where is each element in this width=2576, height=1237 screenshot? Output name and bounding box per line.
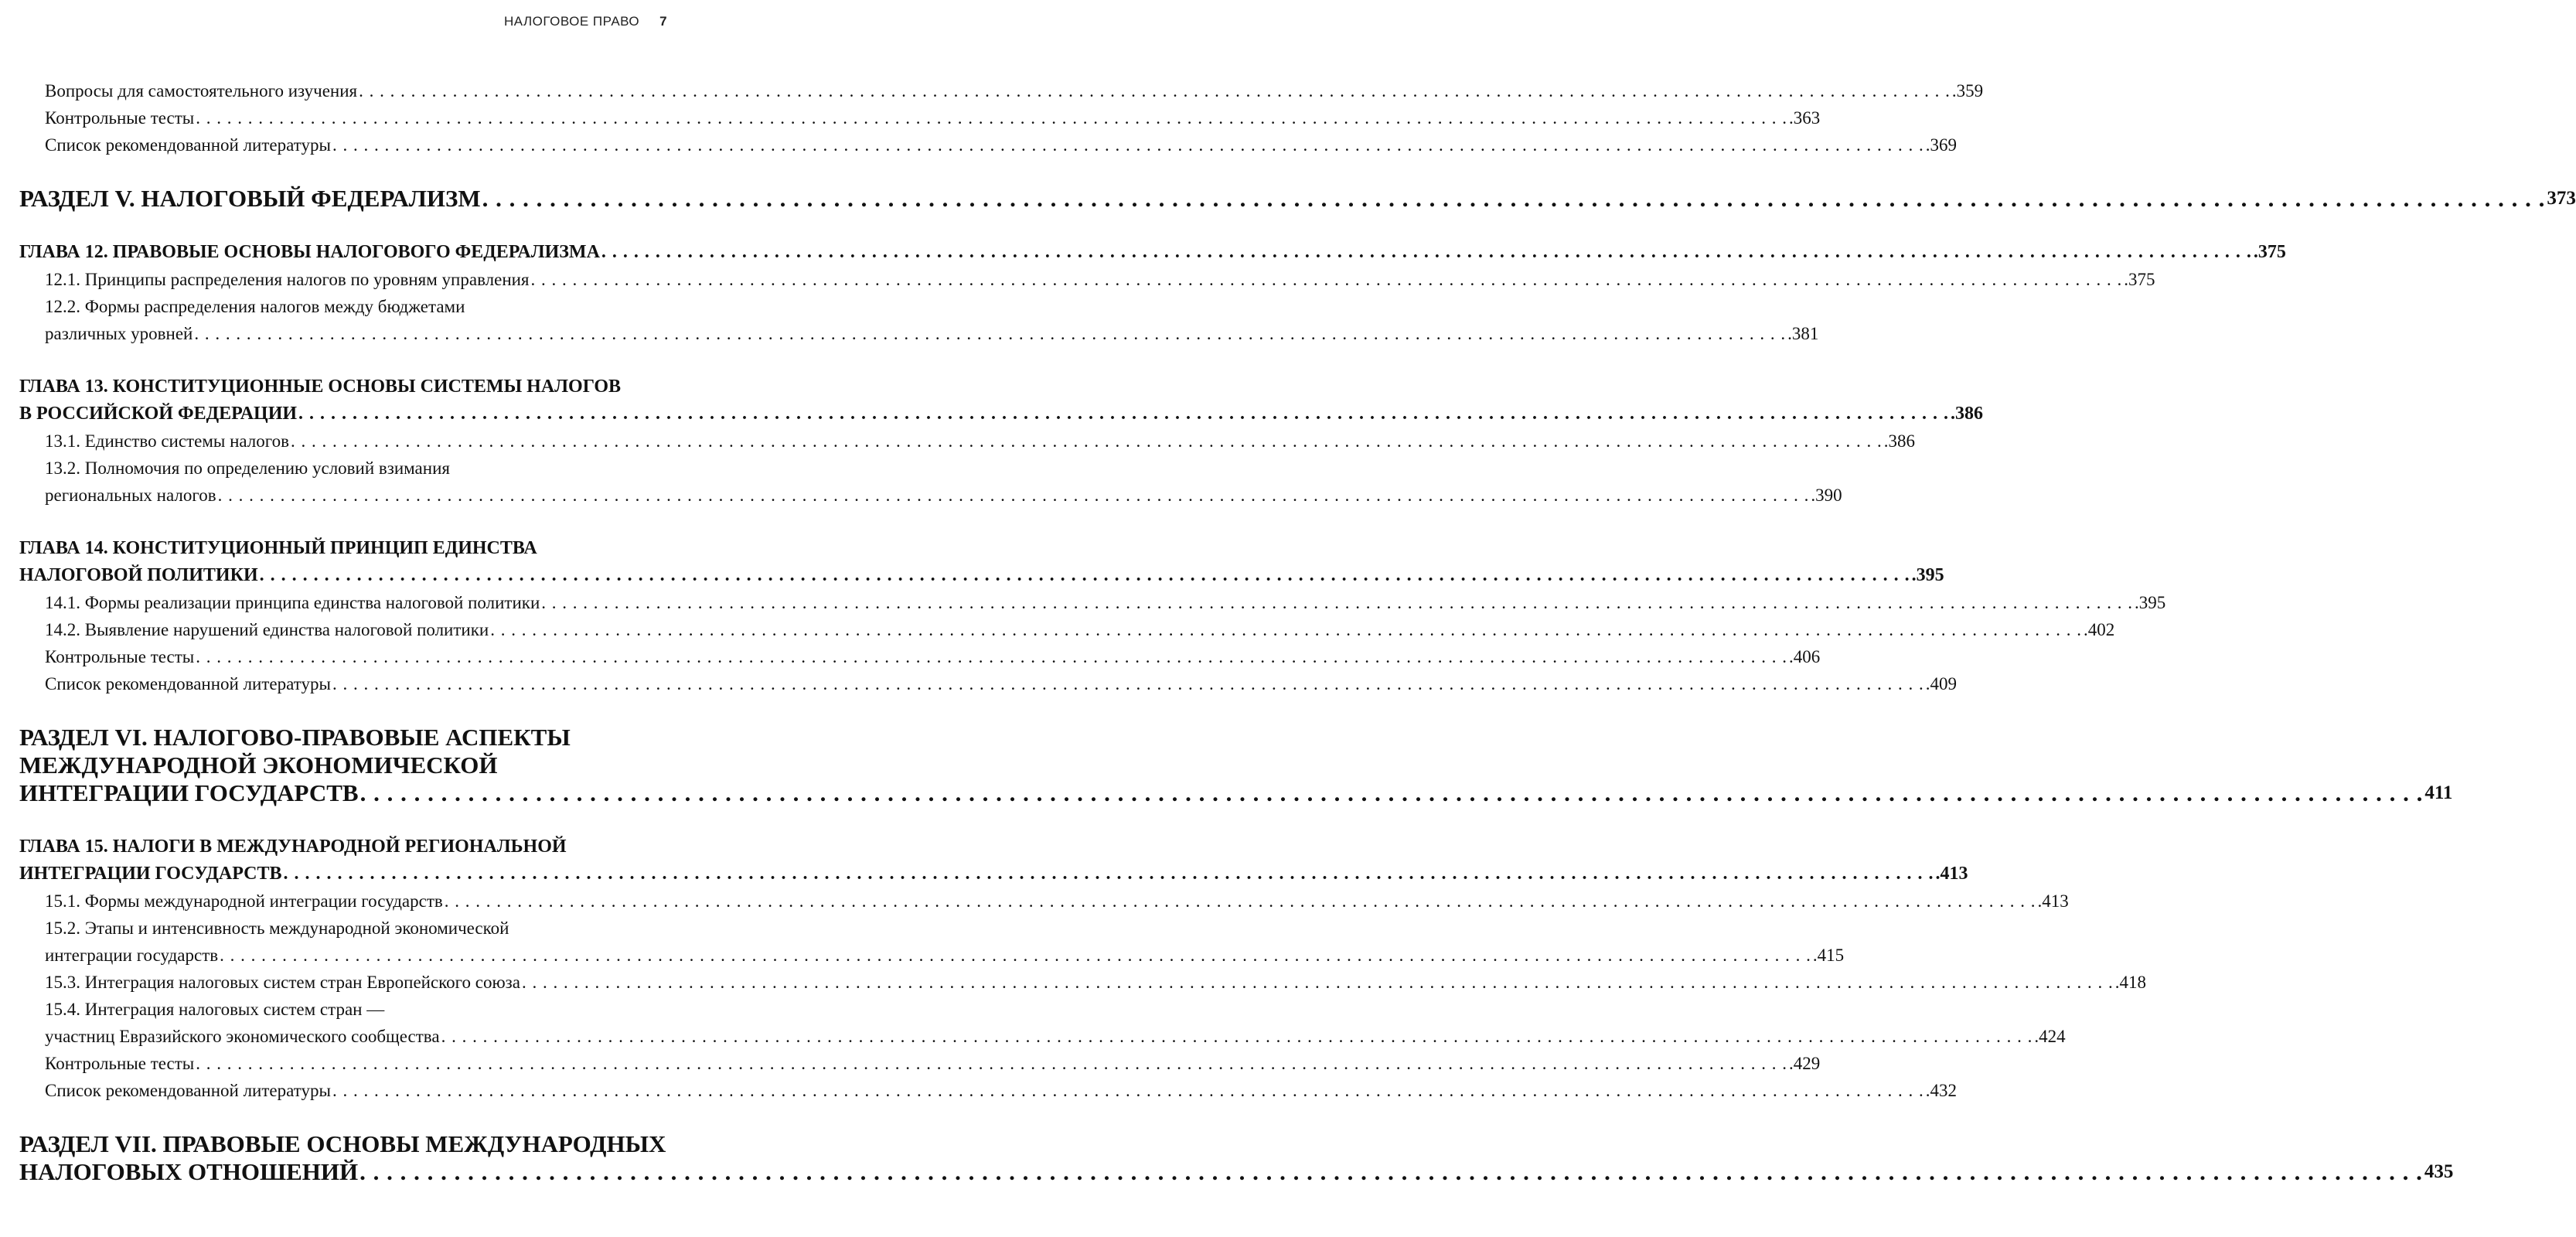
leader-dots (196, 1050, 1787, 1077)
toc-item-page: .369 (1925, 135, 1957, 155)
page-number: 7 (659, 14, 668, 29)
toc-chapter-page: .413 (1935, 864, 1968, 884)
leader-dots (359, 1158, 2423, 1186)
toc-item[interactable] (19, 131, 1957, 158)
toc-item-label: Контрольные тесты (45, 1054, 195, 1073)
toc-item-label-line: 13.2. Полномочия по определению условий взимания (45, 458, 450, 478)
toc-item-label: 14.2. Выявление нарушений единства налоговой политики (45, 620, 489, 639)
running-header (504, 14, 667, 29)
toc-item-label: различных уровней (45, 324, 193, 343)
toc-item[interactable] (19, 616, 2115, 643)
toc-chapter-page: .386 (1951, 404, 1984, 424)
toc-chapter-page: .375 (2253, 242, 2286, 262)
toc-item-page: .409 (1925, 674, 1957, 693)
toc-item[interactable] (19, 643, 1821, 670)
toc-item[interactable] (19, 455, 1842, 509)
leader-dots (218, 482, 1810, 509)
toc-item[interactable] (19, 915, 1845, 969)
leader-dots (196, 104, 1787, 131)
toc-item-label: 15.1. Формы международной интеграции государств (45, 891, 443, 911)
toc-item[interactable] (19, 266, 2155, 293)
toc-item[interactable] (19, 1077, 1957, 1104)
toc-chapter[interactable] (19, 833, 1968, 888)
toc-item-page: .390 (1811, 486, 1842, 505)
leader-dots (194, 320, 1786, 347)
toc-section[interactable] (19, 1130, 2454, 1186)
toc-item-page: .363 (1789, 108, 1821, 128)
toc-item-label-line: 15.4. Интеграция налоговых систем стран — (45, 1000, 385, 1019)
toc-section-label: НАЛОГОВЫХ ОТНОШЕНИЙ (19, 1158, 359, 1185)
toc-item[interactable] (19, 888, 2069, 915)
leader-dots (260, 562, 1910, 589)
toc-chapter-label: ИНТЕГРАЦИИ ГОСУДАРСТВ (19, 864, 282, 884)
toc-section-page: 435 (2424, 1161, 2454, 1182)
leader-dots (284, 860, 1934, 888)
toc-item-label: Список рекомендованной литературы (45, 135, 331, 155)
toc-item[interactable] (19, 589, 2166, 616)
leader-dots (441, 1023, 2033, 1050)
leader-dots (220, 942, 1811, 969)
toc-section[interactable] (19, 185, 2576, 213)
leader-dots (601, 239, 2252, 266)
toc-item-page: .386 (1883, 431, 1915, 451)
toc-item-label: участниц Евразийского экономического сообщества (45, 1027, 440, 1046)
leader-dots (531, 266, 2123, 293)
leader-dots (291, 428, 1883, 455)
leader-dots (522, 969, 2114, 996)
toc-item-label-line: 12.2. Формы распределения налогов между бюджетами (45, 297, 465, 316)
toc-item-page: .375 (2124, 270, 2155, 289)
toc-section-page: 411 (2424, 782, 2453, 803)
toc-chapter-label: ГЛАВА 12. ПРАВОВЫЕ ОСНОВЫ НАЛОГОВОГО ФЕДЕРАЛИЗМА (19, 242, 600, 262)
toc-chapter[interactable] (19, 535, 1944, 589)
leader-dots (445, 888, 2036, 915)
toc-section-label-line: РАЗДЕЛ VI. НАЛОГОВО-ПРАВОВЫЕ АСПЕКТЫ (19, 724, 571, 751)
leader-dots (332, 670, 1924, 697)
toc-section[interactable] (19, 724, 2453, 807)
leader-dots (332, 131, 1924, 158)
toc-item-label: 13.1. Единство системы налогов (45, 431, 289, 451)
toc-chapter-label: НАЛОГОВОЙ ПОЛИТИКИ (19, 565, 258, 585)
toc-item-label: Список рекомендованной литературы (45, 674, 331, 693)
leader-dots (541, 589, 2133, 616)
toc-item-page: .406 (1789, 647, 1821, 666)
toc-item-label: Контрольные тесты (45, 108, 195, 128)
toc-section-label-line: МЕЖДУНАРОДНОЙ ЭКОНОМИЧЕСКОЙ (19, 751, 498, 779)
toc-item-label: Список рекомендованной литературы (45, 1081, 331, 1100)
toc-item-page: .413 (2037, 891, 2069, 911)
running-header-title: НАЛОГОВОЕ ПРАВО (504, 14, 640, 29)
leader-dots (332, 1077, 1924, 1104)
toc-item-page: .402 (2083, 620, 2115, 639)
toc-section-label-line: РАЗДЕЛ VII. ПРАВОВЫЕ ОСНОВЫ МЕЖДУНАРОДНЫХ (19, 1130, 666, 1157)
toc-section-label: ИНТЕГРАЦИИ ГОСУДАРСТВ (19, 779, 359, 806)
toc-item[interactable] (19, 996, 2066, 1050)
toc-item[interactable] (19, 428, 1915, 455)
leader-dots (482, 185, 2546, 213)
toc-item-label: 15.3. Интеграция налоговых систем стран Европейского союза (45, 973, 520, 992)
toc-chapter-page: .395 (1911, 565, 1944, 585)
toc-item-label: Вопросы для самостоятельного изучения (45, 81, 358, 101)
toc-item-page: .424 (2034, 1027, 2066, 1046)
leader-dots (359, 77, 1951, 104)
toc-item-label: региональных налогов (45, 486, 216, 505)
toc-item-page: .429 (1789, 1054, 1821, 1073)
toc-item[interactable] (19, 969, 2146, 996)
toc-item-page: .395 (2135, 593, 2166, 612)
toc-item[interactable] (19, 77, 1984, 104)
toc-item-page: .381 (1787, 324, 1819, 343)
table-of-contents (19, 77, 2576, 1186)
leader-dots (360, 779, 2424, 807)
leader-dots (196, 643, 1787, 670)
toc-chapter-label: В РОССИЙСКОЙ ФЕДЕРАЦИИ (19, 404, 298, 424)
toc-item[interactable] (19, 1050, 1821, 1077)
toc-chapter-label-line: ГЛАВА 13. КОНСТИТУЦИОННЫЕ ОСНОВЫ СИСТЕМЫ НАЛОГОВ (19, 377, 622, 397)
toc-chapter[interactable] (19, 373, 1984, 428)
leader-dots (298, 400, 1949, 428)
toc-item-label-line: 15.2. Этапы и интенсивность международной экономической (45, 918, 509, 938)
toc-item-page: .359 (1951, 81, 1984, 101)
toc-item[interactable] (19, 293, 1819, 347)
toc-item-label: 12.1. Принципы распределения налогов по уровням управления (45, 270, 530, 289)
toc-item-page: .418 (2114, 973, 2146, 992)
toc-item[interactable] (19, 670, 1957, 697)
toc-chapter-label-line: ГЛАВА 15. НАЛОГИ В МЕЖДУНАРОДНОЙ РЕГИОНАЛЬНОЙ (19, 837, 567, 857)
toc-section-page: 373 (2547, 188, 2576, 209)
toc-item-label: интеграции государств (45, 946, 219, 965)
toc-item-label: Контрольные тесты (45, 647, 195, 666)
toc-item[interactable] (19, 104, 1821, 131)
toc-chapter-label-line: ГЛАВА 14. КОНСТИТУЦИОННЫЙ ПРИНЦИП ЕДИНСТВА (19, 538, 537, 558)
toc-section-label: РАЗДЕЛ V. НАЛОГОВЫЙ ФЕДЕРАЛИЗМ (19, 185, 481, 212)
toc-item-page: .415 (1812, 946, 1845, 965)
leader-dots (490, 616, 2082, 643)
toc-item-label: 14.1. Формы реализации принципа единства налоговой политики (45, 593, 540, 612)
toc-chapter[interactable] (19, 239, 2286, 266)
toc-item-page: .432 (1925, 1081, 1957, 1100)
